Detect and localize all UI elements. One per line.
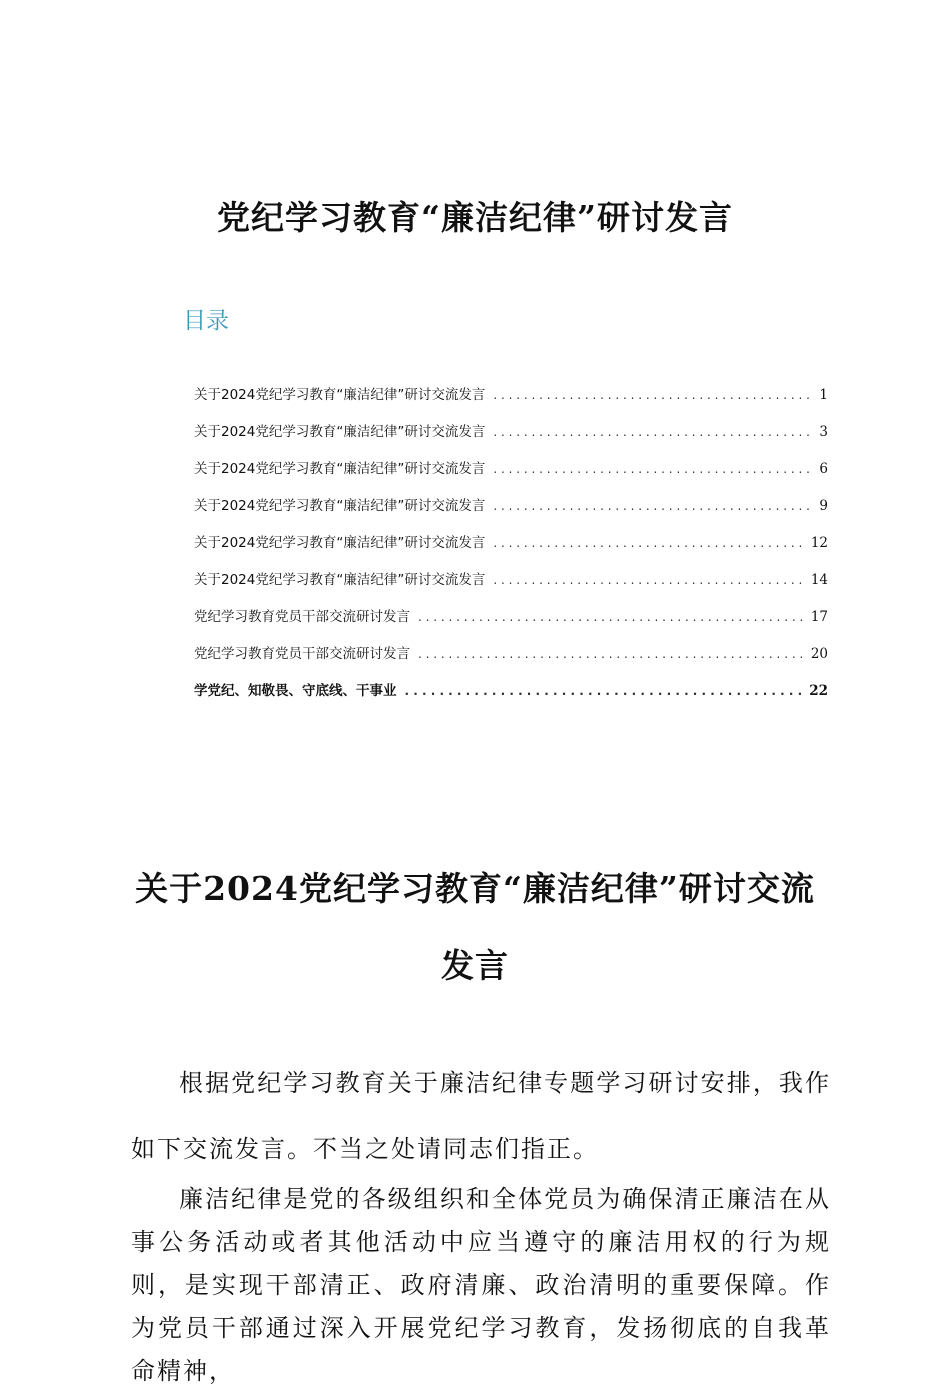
toc-entry-title: 关于2024党纪学习教育“廉洁纪律”研讨交流发言 <box>194 424 486 440</box>
toc-leader-dots <box>493 462 815 476</box>
toc-entry-title: 关于2024党纪学习教育“廉洁纪律”研讨交流发言 <box>194 461 486 477</box>
section-title-line-1: 关于2024党纪学习教育“廉洁纪律”研讨交流 <box>135 869 815 908</box>
toc-entry-title: 关于2024党纪学习教育“廉洁纪律”研讨交流发言 <box>194 387 486 403</box>
toc-entry-page: 6 <box>819 461 828 477</box>
toc-entry-page: 9 <box>819 498 828 514</box>
toc-entry-page: 17 <box>810 609 828 625</box>
toc-leader-dots <box>418 610 807 624</box>
toc-entry-title: 关于2024党纪学习教育“廉洁纪律”研讨交流发言 <box>194 535 486 551</box>
toc-entry[interactable] <box>194 531 828 568</box>
toc-entry-page: 12 <box>810 535 828 551</box>
section-title <box>0 850 950 1004</box>
toc-entry[interactable] <box>194 457 828 494</box>
toc-entry[interactable] <box>194 383 828 420</box>
toc-leader-dots <box>493 573 806 587</box>
toc-leader-dots <box>493 425 815 439</box>
table-of-contents <box>194 383 828 716</box>
toc-entry-title: 党纪学习教育党员干部交流研讨发言 <box>194 646 410 662</box>
toc-leader-dots <box>493 499 815 513</box>
toc-entry[interactable] <box>194 420 828 457</box>
toc-leader-dots <box>405 684 806 698</box>
toc-entry-page: 14 <box>810 572 828 588</box>
toc-entry-title: 关于2024党纪学习教育“廉洁纪律”研讨交流发言 <box>194 572 486 588</box>
toc-entry-page: 3 <box>819 424 828 440</box>
body-text <box>131 1050 831 1393</box>
toc-entry[interactable] <box>194 605 828 642</box>
toc-entry-page: 22 <box>809 683 828 699</box>
toc-entry-page: 1 <box>819 387 828 403</box>
toc-entry-title: 学党纪、知敬畏、守底线、干事业 <box>194 683 397 699</box>
body-paragraph: 廉洁纪律是党的各级组织和全体党员为确保清正廉洁在从事公务活动或者其他活动中应当遵守的廉洁用权的行为规则，是实现干部清正、政府清廉、政治清明的重要保障。作为党员干部通过深入开展党纪学习教育，发扬彻底的自我革命精神， <box>131 1185 831 1385</box>
toc-entry-title: 党纪学习教育党员干部交流研讨发言 <box>194 609 410 625</box>
toc-leader-dots <box>493 388 815 402</box>
toc-entry[interactable] <box>194 679 828 716</box>
toc-leader-dots <box>418 647 807 661</box>
toc-heading: 目录 <box>183 308 229 334</box>
toc-entry-page: 20 <box>810 646 828 662</box>
toc-entry[interactable] <box>194 494 828 531</box>
section-title-line-2: 发言 <box>441 946 509 985</box>
body-paragraph: 根据党纪学习教育关于廉洁纪律专题学习研讨安排，我作如下交流发言。不当之处请同志们指正。 <box>131 1069 831 1163</box>
toc-entry[interactable] <box>194 642 828 679</box>
toc-leader-dots <box>493 536 806 550</box>
toc-entry[interactable] <box>194 568 828 605</box>
toc-entry-title: 关于2024党纪学习教育“廉洁纪律”研讨交流发言 <box>194 498 486 514</box>
document-title: 党纪学习教育“廉洁纪律”研讨发言 <box>217 198 733 237</box>
